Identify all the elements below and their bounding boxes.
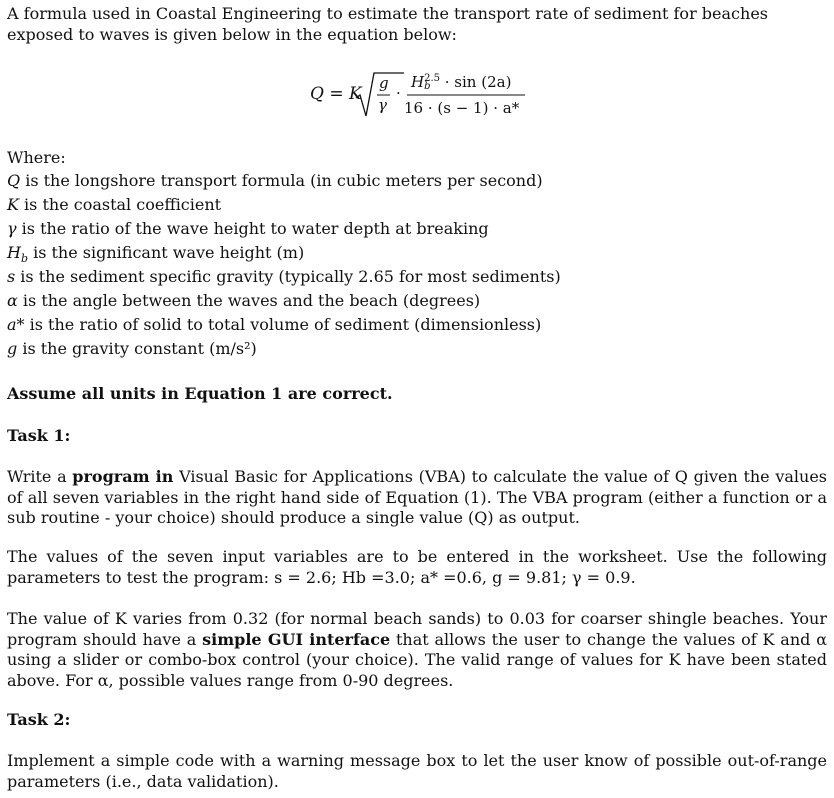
dot-operator: · [396, 84, 401, 102]
where-heading: Where: [7, 148, 66, 167]
fraction-numerator: $H^{2.5}$ b · sin (2a) [411, 73, 512, 92]
sqrt-numerator: g [379, 74, 389, 92]
definitions-list [7, 169, 827, 361]
task1-paragraph-2: The values of the seven input variables are to be entered in the worksheet. Use the following parameters to test the program: s = 2.6; Hb =3.0; a* =0.6, g = 9.81; γ = 0.9. [7, 547, 827, 587]
task2-paragraph: Implement a simple code with a warning message box to let the user know of possible out-of-range parameters (i.e., data validation). [7, 751, 827, 791]
definition-item: α is the angle between the waves and the beach (degrees) [7, 291, 481, 310]
definition-item: Q is the longshore transport formula (in cubic meters per second) [7, 171, 543, 190]
task1-paragraph-3: The value of K varies from 0.32 (for normal beach sands) to 0.03 for coarser shingle beaches. Your program should have a simple GUI interface that allows the user to change the values of K and α using a slider or combo-box control (your choice). The valid range of values for K have been stated above. For α, possible values range from 0-90 degrees. [7, 609, 828, 690]
equation [310, 62, 550, 132]
definition-item: $H_b$ is the significant wave height (m) [7, 243, 305, 266]
task1-paragraph-1: Write a program in Visual Basic for Applications (VBA) to calculate the value of Q given the values of all seven variables in the right hand side of Equation (1). The VBA program (either a function or a sub routine - your choice) should produce a single value (Q) as output. [7, 467, 828, 527]
equation-lhs: Q = K [310, 84, 362, 104]
task1-heading: Task 1: [7, 426, 71, 445]
fraction-denominator: 16 · (s − 1) · a* [404, 99, 520, 117]
assume-note: Assume all units in Equation 1 are correct. [7, 384, 393, 403]
definition-item: γ is the ratio of the wave height to water depth at breaking [7, 219, 489, 238]
definition-item: K is the coastal coefficient [7, 195, 222, 214]
definition-item: a* is the ratio of solid to total volume of sediment (dimensionless) [7, 315, 542, 334]
definition-item: s is the sediment specific gravity (typically 2.65 for most sediments) [7, 267, 561, 286]
task2-heading: Task 2: [7, 710, 71, 729]
intro-paragraph: A formula used in Coastal Engineering to estimate the transport rate of sediment for beaches exposed to waves is given below in the equation below: [7, 4, 768, 44]
definition-item: g is the gravity constant (m/s²) [7, 339, 257, 358]
sqrt-denominator: γ [378, 96, 387, 114]
